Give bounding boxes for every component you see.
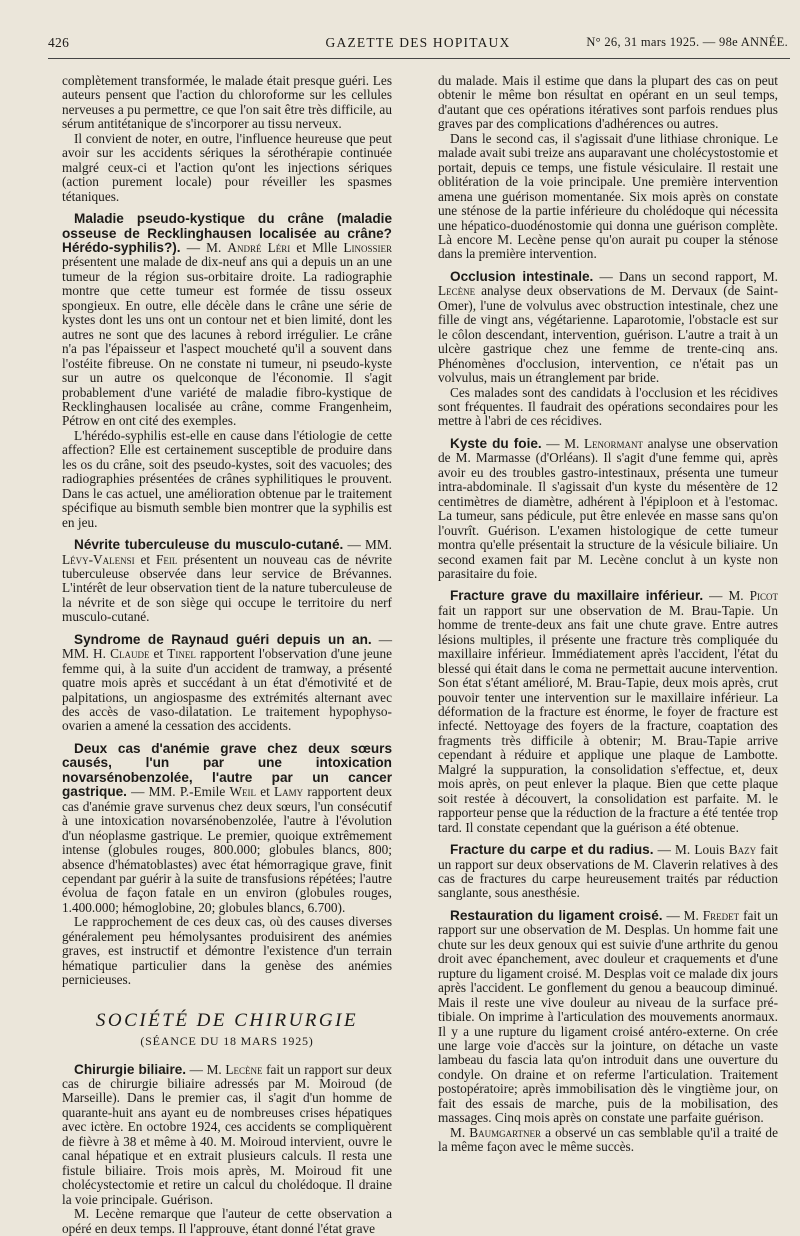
paragraph: Il convient de noter, en outre, l'influence heureuse que peut avoir sur les accidents sériques la sérothérapie continuée malgré ceux-ci et l'action qu'ont les injections sériques (action purement locale) pour réveiller les spasmes tétaniques. <box>62 130 392 204</box>
article-heading: Kyste du foie. <box>450 435 542 451</box>
article-fracture-maxillaire: Fracture grave du maxillaire inférieur. — M. Picot fait un rapport sur une observation de M. Brau-Tapie. Un homme de trente-deux ans fait une chute grave. Entre autres lésions multiples, il présente une fracture très compliquée du maxillaire inférieur. Immédiatement après l'accident, l'état du blessé qui était dans le coma ne permettait aucune intervention. Son état s'étant amélioré, M. Brau-Tapie, deux mois après, crut pouvoir tenter une intervention sur le maxillaire inférieur. La déformation de la fracture est énorme, le foyer de fracture est infecté. Nettoyage des foyers de la fracture, coaptation des fragments très difficile à obtenir; M. Brau-Tapie arrive cependant à réduire et applique une plaque de Lambotte. Malgré la suppuration, la consolidation s'effectue, et, deux mois après, on peut enlever la plaque. Bien que cette plaque soit restée à découvert, la consolidation est parfaite. M. le rapporteur pense que la réduction de la fracture a été tentée trop tard. Il constate cependant que la guérison a été obtenue. <box>438 588 778 835</box>
article-heading: Occlusion intestinale. <box>450 268 594 284</box>
article-heading: Maladie pseudo-kystique du crâne (maladie osseuse de Recklinghausen localisée au crâne? Hérédo-syphilis?). <box>62 211 392 255</box>
section-subtitle: (SÉANCE DU 18 MARS 1925) <box>140 1034 314 1049</box>
article-chirurgie-biliaire: Chirurgie biliaire. — M. Lecène fait un rapport sur deux cas de chirurgie biliaire adressés par M. Moiroud (de Marseille). Dans le premier cas, il s'agit d'un homme de quarante-huit ans ayant eu de nombreuses crises hépatiques avec ictère. En octobre 1924, ces accidents se compliquèrent de fièvre à 38 et même à 40. M. Moiroud intervient, ouvre le canal hépatique et en extrait plusieurs calculs. Il resta une fistule biliaire. Trois mois après, M. Moiroud fit une cholécystectomie et retire un calcul du cholédoque. Il draine la voie principale. Guérison. <box>62 1061 392 1207</box>
paragraph: du malade. Mais il estime que dans la plupart des cas on peut obtenir le même bon résultat en opérant en un seul temps, d'autant que ces opérations itératives sont parfois rendues plus graves par des complications d'adhérences ou autres. <box>438 73 778 132</box>
author-name: Baumgartner <box>469 1124 542 1140</box>
paragraph: Ces malades sont des candidats à l'occlusion et les récidives sont fréquentes. Il faudrait des opérations secondaires pour les mettre à l'abri de ces récidives. <box>438 384 778 429</box>
author-name: Lévy-Valensi <box>62 551 135 567</box>
article-occlusion: Occlusion intestinale. — Dans un second rapport, M. Lecène analyse deux observations de M. Dervaux (de Saint-Omer), l'une de volvulus avec obstruction intestinale, chez une fille de vingt ans, végétarienne. Laparotomie, l'obstacle est sur le côlon descendant, intervention, guérison. L'autre a trait à un ulcère gastrique chez une femme de trente-cinq ans. Phénomènes d'occlusion, intervention, ce n'était pas un volvulus, mais un étranglement par bride. <box>438 268 778 386</box>
header-rule <box>48 58 790 59</box>
article-ligament-croise: Restauration du ligament croisé. — M. Fredet fait un rapport sur une observation de M. Desplas. Un homme fait une chute sur les deux genoux qui est suivie d'une arthrite du genou droit avec épanchement, avec douleur et craquements et d'une rupture du ligament croisé. M. Desplas voit ce malade dix jours après l'accident. Le gonflement du genou a beaucoup diminué. Mais il reste une vive douleur au niveau de la surface pré-tibiale. On imprime à l'articulation des mouvements anormaux. Il y a une rupture du ligament croisé antéro-externe. On crée une large voie d'accès sur la jointure, on détache un vaste lambeau du fascia lata qu'on introduit dans une ouverture du condyle. On draine et on referme l'articulation. Traitement postopératoire; après immobilisation dès le vingtième jour, on fait des essais de marche, puis de la mobilisation, des massages. Cinq mois après on constate une parfaite guérison. <box>438 907 779 1126</box>
author-name: Lecène <box>225 1061 263 1077</box>
author-name: Lamy <box>274 784 304 800</box>
paragraph: M. Baumgartner a observé un cas semblable qu'il a traité de la même façon avec le même succès. <box>438 1124 778 1155</box>
author-name: Linossier <box>343 239 393 255</box>
article-raynaud: Syndrome de Raynaud guéri depuis un an. — MM. H. Claude et Tinel rapportent l'observation d'une jeune femme qui, à la suite d'un accident de tramway, a présenté quatre mois après et succédant à un état d'émotivité et de palpitations, un angiospasme des extrémités alternant avec des accès de vaso-dilatation. Le traitement hypophyso-ovarien a amené la cessation des accidents. <box>62 631 393 734</box>
article-fracture-carpe: Fracture du carpe et du radius. — M. Louis Bazy fait un rapport sur deux observations de M. Claverin relatives à des cas de fractures du carpe heureusement traités par réduction sanglante, sous anesthésie. <box>438 842 778 901</box>
author-name: Weil <box>229 784 256 800</box>
author-name: Bazy <box>728 842 757 858</box>
author-name: Lecène <box>438 283 476 299</box>
paragraph: Dans le second cas, il s'agissait d'une lithiase chronique. Le malade avait subi treize ans auparavant une cholécystostomie et portait, depuis ce temps, une fistule vésiculaire. Il restait une oblitération de la voie principale. Une première intervention amena une guérison momentanée. Six mois après on constate une sténose de la partie inférieure du cholédoque qui nécessita une hépatico-duodénostomie qui donna une guérison complète. Là encore M. Lecène pense qu'on aurait pu couper la sténose dans la première intervention. <box>438 130 778 262</box>
article-heading: Syndrome de Raynaud guéri depuis un an. <box>74 631 372 647</box>
paragraph: L'hérédo-syphilis est-elle en cause dans l'étiologie de cette affection? Elle est certainement susceptible de produire dans les os du crâne, soit des pseudo-kystes, soit des vacuoles; des radiographies présentées de crânes syphilitiques le prouvent. Dans le cas actuel, une amélioration obtenue par le traitement spécifique au bismuth semble bien montrer que la syphilis est en jeu. <box>62 427 392 530</box>
article-heading: Restauration du ligament croisé. <box>450 907 663 923</box>
author-name: Lenormant <box>583 435 644 451</box>
article-pseudo-kystique: Maladie pseudo-kystique du crâne (maladie osseuse de Recklinghausen localisée au crâne? Hérédo-syphilis?). — M. André Léri et Mlle Linossier présentent une malade de dix-neuf ans qui a depuis un an une tumeur de la région sus-orbitaire droite. La radiographie montre que cette tumeur est formée de tissu osseux spongieux. En outre, elle décèle dans le crâne une série de kystes dont les uns ont un contour net et bien limité, dont les autres ne sont que des lacunes à rebord irrégulier. Le crâne n'a pas l'épaisseur et l'aspect moucheté qu'il a souvent dans l'ostéite fibreuse. On ne constate ni tumeur, ni pseudo-kyste sur un autre os quelconque de l'économie. Il s'agit probablement d'une variété de maladie fibro-kystique de Recklinghausen localisée au crâne, comme Frangenheim, Pétrow en ont cité des exemples. <box>62 211 393 429</box>
article-heading: Fracture du carpe et du radius. <box>450 842 654 858</box>
left-column <box>62 73 393 1236</box>
article-heading: Deux cas d'anémie grave chez deux sœurs causés, l'un par une intoxication novarsénobenzolée, l'autre par un cancer gastrique. <box>62 740 392 800</box>
right-column <box>438 73 779 1155</box>
journal-title: GAZETTE DES HOPITAUX <box>325 35 511 50</box>
author-name: Tinel <box>167 646 196 662</box>
paragraph: Le rapprochement de ces deux cas, où des causes diverses généralement peu hémolysantes produisirent des anémies graves, est instructif et démontre l'existence d'un terrain hématique particulier dans la genèse des anémies pernicieuses. <box>62 914 392 988</box>
article-heading: Névrite tuberculeuse du musculo-cutané. <box>74 537 344 553</box>
paragraph: M. Lecène remarque que l'auteur de cette observation a opéré en deux temps. Il l'approuve, étant donné l'état grave <box>62 1206 392 1236</box>
article-heading: Chirurgie biliaire. <box>74 1061 187 1077</box>
paragraph: complètement transformée, le malade était presque guéri. Les auteurs pensent que l'action du chloroforme sur les cellules nerveuses a pu permettre, ce que l'on sait être très difficile, au sérum antitétanique de s'incorporer au tissu nerveux. <box>62 73 392 132</box>
author-name: Picot <box>749 588 778 604</box>
issue-info: N° 26, 31 mars 1925. — 98e ANNÉE. <box>586 35 788 49</box>
author-name: Feil <box>155 551 178 567</box>
author-name: Fredet <box>702 907 740 923</box>
article-heading: Fracture grave du maxillaire inférieur. <box>450 588 704 604</box>
section-title: SOCIÉTÉ DE CHIRURGIE <box>95 1009 359 1031</box>
article-nevrite: Névrite tuberculeuse du musculo-cutané. — MM. Lévy-Valensi et Feil présentent un nouveau cas de névrite tuberculeuse observée dans leur service de Brévannes. L'intérêt de leur observation tient de la nature tuberculeuse de la névrite et de son siège qui occupe le territoire du nerf musculo-cutané. <box>62 537 392 625</box>
page-number: 426 <box>48 35 70 50</box>
page-header <box>48 35 788 57</box>
article-anemie: Deux cas d'anémie grave chez deux sœurs causés, l'un par une intoxication novarsénobenzolée, l'autre par un cancer gastrique. — MM. P.-Emile Weil et Lamy rapportent deux cas d'anémie grave survenus chez deux sœurs, l'un consécutif à une intoxication novarsénobenzolée, l'autre à l'évolution d'un néoplasme gastrique. Le premier, quoique extrêmement intense (globules rouges, 800.000; globules blancs, 800; absence d'hématoblastes) avec état hémorragique grave, finit cependant par guérir à la suite de transfusions répétées; l'autre évolua de façon fatale en un environ (globules rouges, 1.400.000; hémoglobine, 20; globules blancs, 6.700). <box>62 740 393 915</box>
author-name: Claude <box>110 646 150 662</box>
author-name: André Léri <box>227 239 291 255</box>
article-kyste-foie: Kyste du foie. — M. Lenormant analyse une observation de M. Marmasse (d'Orléans). Il s'agit d'une femme qui, après avoir eu des troubles gastro-intestinaux, présenta une tumeur intra-abdominale. Il s'agissait d'un kyste du mésentère de 12 centimètres de diamètre, adhérent à l'épiploon et à l'estomac. La tumeur, sans pédicule, put être enlevée en masse sans qu'on l'ouvrît. Guérison. L'examen histologique de cette tumeur montra qu'elle présentait la structure de la vésicule biliaire. Un second examen fait par M. Lecène conclut à un kyste non parasitaire du foie. <box>438 435 778 581</box>
